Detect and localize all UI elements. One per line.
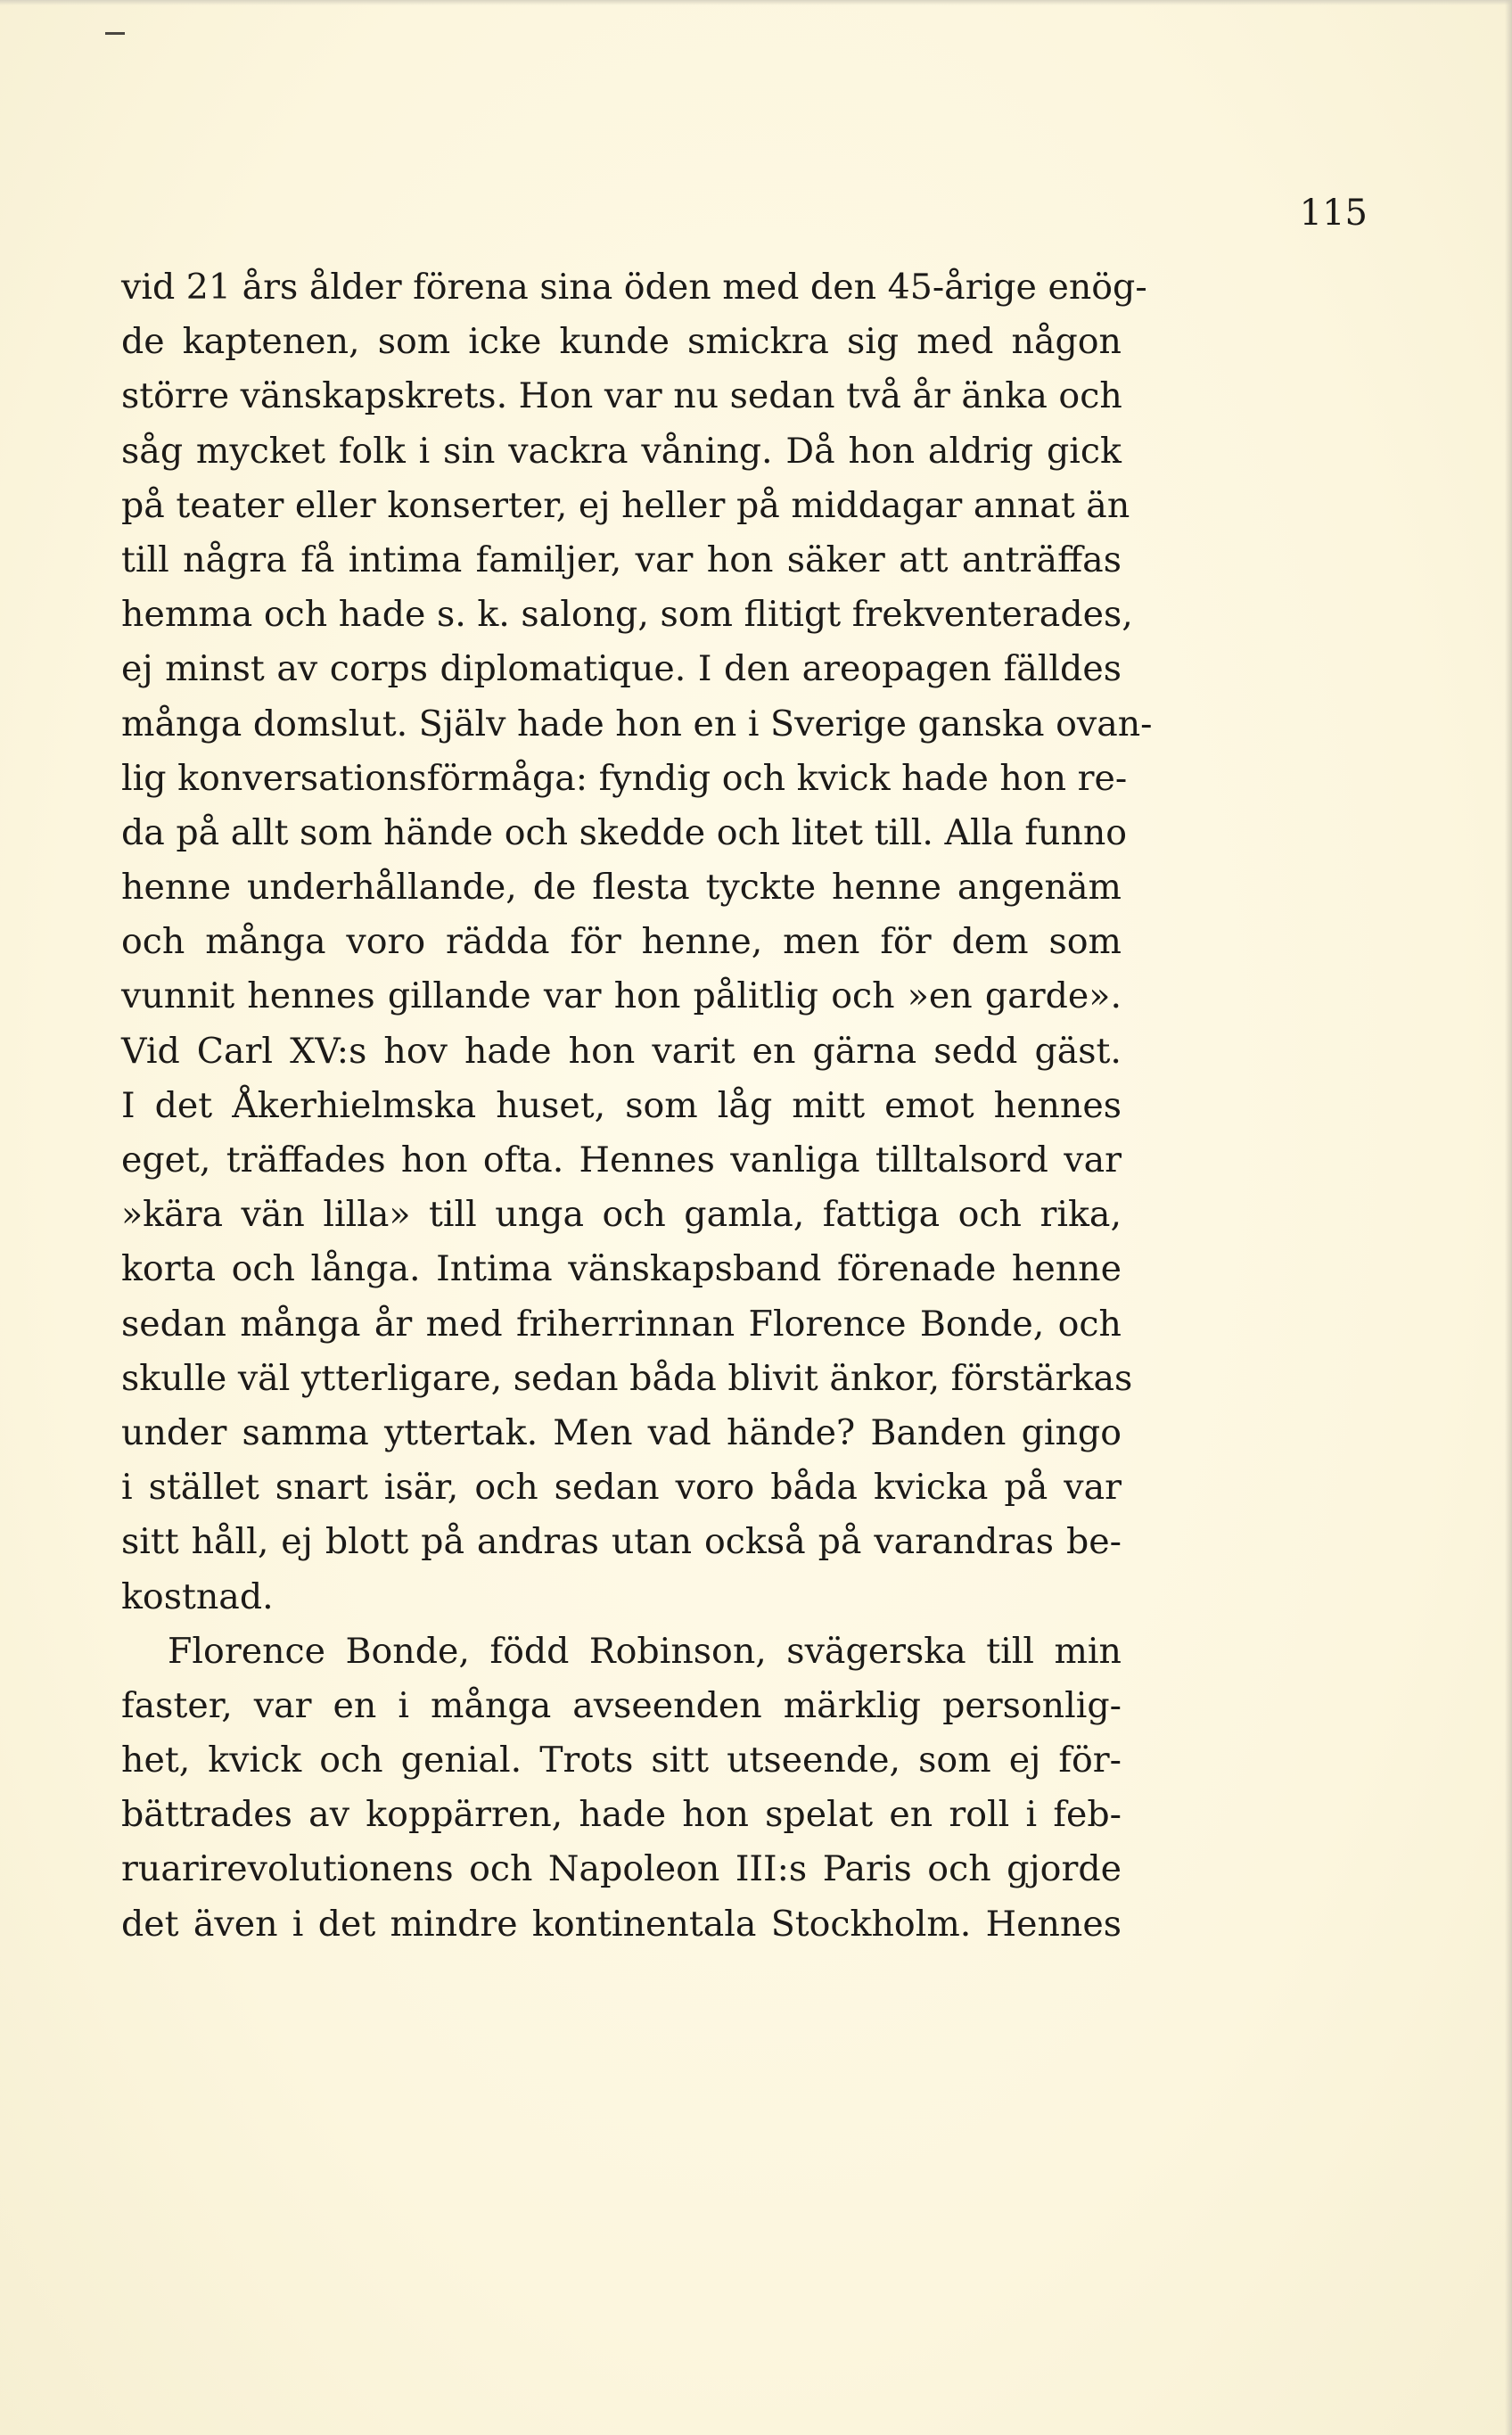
text-line: det även i det mindre kontinentala Stockholm. Hennes — [121, 1903, 1122, 1945]
text-line: eget, träffades hon ofta. Hennes vanliga tilltalsord var — [121, 1139, 1122, 1180]
text-line: många domslut. Själv hade hon en i Sverige ganska ovan- — [121, 703, 1153, 744]
text-line: sitt håll, ej blott på andras utan också på varandras be- — [121, 1521, 1122, 1563]
text-line: skulle väl ytterligare, sedan båda blivit änkor, förstärkas — [121, 1357, 1133, 1399]
text-line: »kära vän lilla» till unga och gamla, fattiga och rika, — [121, 1194, 1122, 1236]
text-line: i stället snart isär, och sedan voro båda kvicka på var — [121, 1467, 1122, 1509]
corner-mark — [105, 32, 125, 35]
text-line: sedan många år med friherrinnan Florence Bonde, och — [121, 1303, 1122, 1345]
text-line: faster, var en i många avseenden märklig personlig- — [121, 1684, 1122, 1726]
text-line: såg mycket folk i sin vackra våning. Då hon aldrig gick — [121, 430, 1122, 472]
text-line: på teater eller konserter, ej heller på middagar annat än — [121, 484, 1130, 526]
text-line: henne underhållande, de flesta tyckte henne angenäm — [121, 867, 1122, 909]
text-line: Vid Carl XV:s hov hade hon varit en gärna sedd gäst. — [121, 1030, 1122, 1072]
text-line: da på allt som hände och skedde och litet till. Alla funno — [121, 811, 1128, 853]
text-line: större vänskapskrets. Hon var nu sedan två år änka och — [121, 375, 1122, 417]
text-line: ruarirevolutionens och Napoleon III:s Paris och gjorde — [121, 1848, 1122, 1890]
text-line: och många voro rädda för henne, men för dem som — [121, 921, 1122, 963]
text-line: de kaptenen, som icke kunde smickra sig med någon — [121, 321, 1122, 363]
text-line: korta och långa. Intima vänskapsband förenade henne — [121, 1248, 1122, 1290]
page-right-edge — [1505, 0, 1512, 2435]
paragraph-end-line: kostnad. — [121, 1575, 274, 1617]
text-line: ej minst av corps diplomatique. I den areopagen fälldes — [121, 648, 1122, 690]
paragraph-start-line: Florence Bonde, född Robinson, svägerska till min — [168, 1630, 1122, 1672]
text-line: I det Åkerhielmska huset, som låg mitt emot hennes — [121, 1084, 1122, 1126]
page-number: 115 — [1299, 193, 1368, 234]
page-top-edge — [0, 0, 1512, 5]
text-line: vid 21 års ålder förena sina öden med den 45-årige enög- — [121, 267, 1147, 308]
body-text — [121, 260, 1153, 1952]
text-line: bättrades av koppärren, hade hon spelat en roll i feb- — [121, 1794, 1122, 1836]
text-line: vunnit hennes gillande var hon pålitlig och »en garde». — [121, 975, 1122, 1017]
text-line: under samma yttertak. Men vad hände? Banden gingo — [121, 1411, 1122, 1453]
text-line: lig konversationsförmåga: fyndig och kvick hade hon re- — [121, 757, 1128, 799]
text-line: hemma och hade s. k. salong, som flitigt frekventerades, — [121, 594, 1133, 636]
text-line: till några få intima familjer, var hon säker att anträffas — [121, 539, 1122, 580]
text-line: het, kvick och genial. Trots sitt utseende, som ej för- — [121, 1740, 1122, 1781]
